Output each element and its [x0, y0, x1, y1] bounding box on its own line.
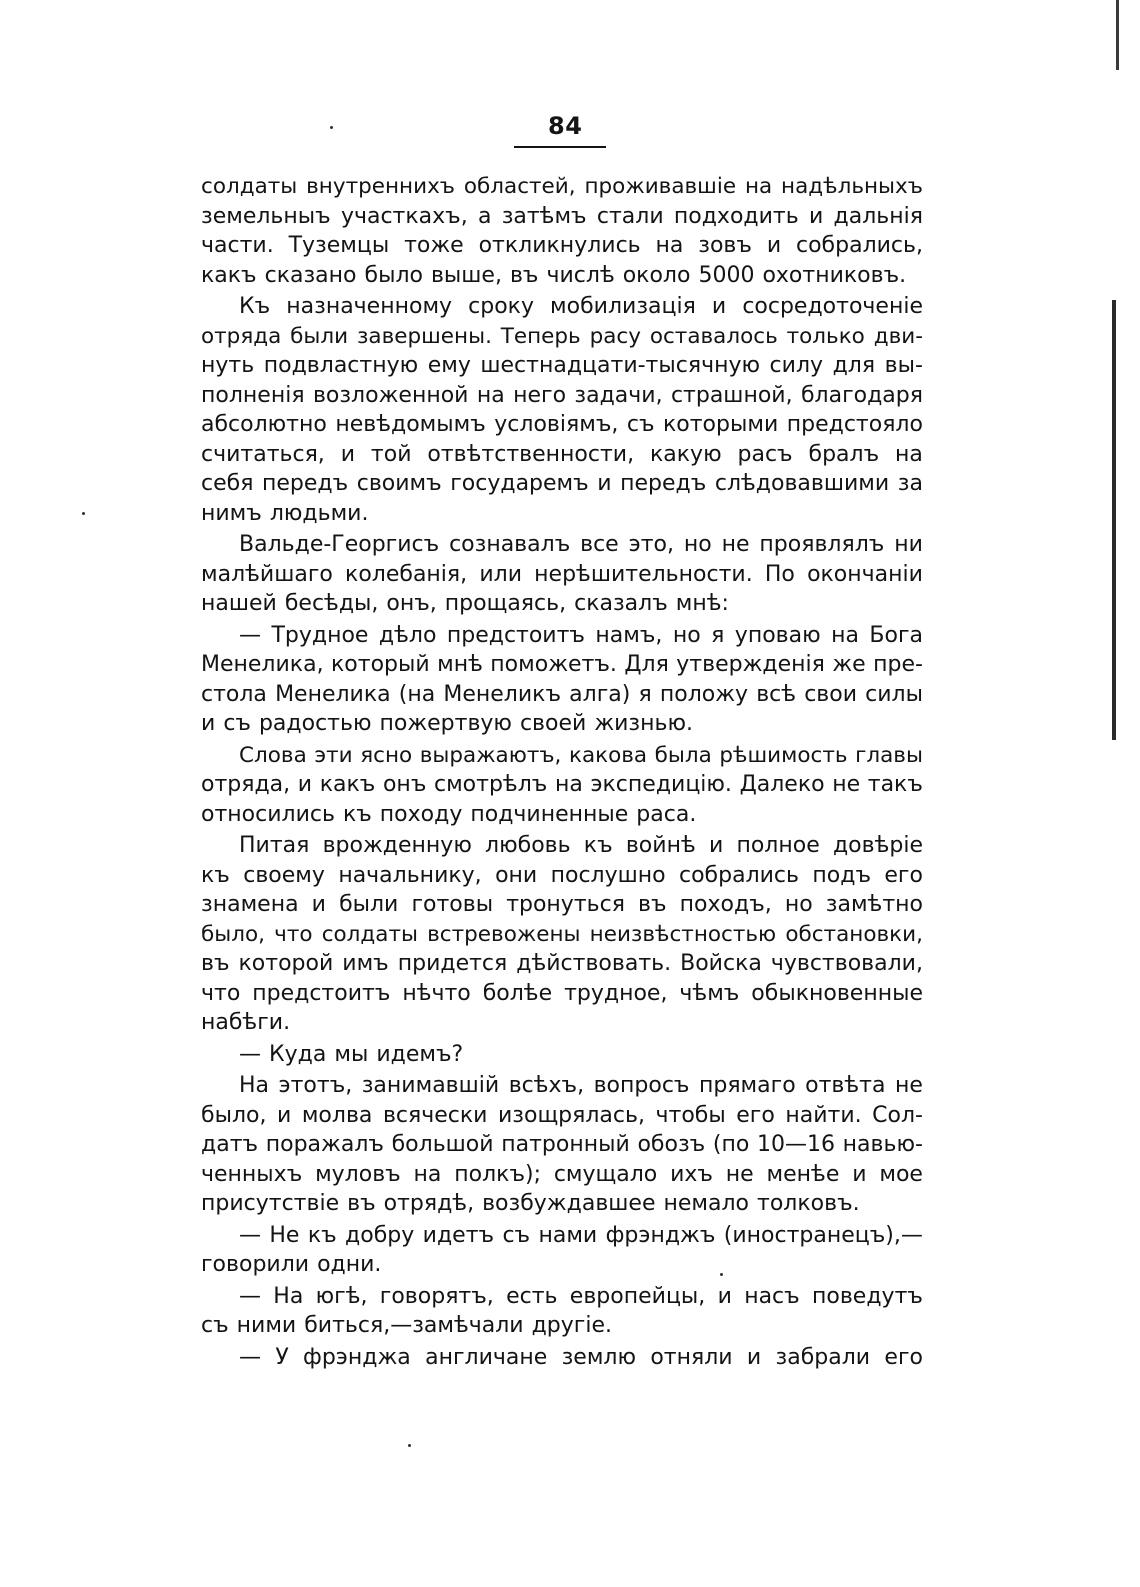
- text-line: — У фрэнджа англичане землю отняли и забрали его: [239, 1344, 923, 1370]
- text-line: набѣги.: [201, 1010, 291, 1035]
- text-line: малѣйшаго колебанія, или нерѣшительности. По окончаніи: [201, 561, 923, 587]
- body-text: [201, 172, 923, 1372]
- text-line: нимъ людьми.: [201, 500, 369, 526]
- text-line: въ которой имъ придется дѣйствовать. Войска чувствовали,: [201, 951, 923, 976]
- text-line: съ ними биться,—замѣчали другіе.: [201, 1313, 612, 1338]
- text-line: полненія возложенной на него задачи, страшной, благодаря: [201, 382, 923, 408]
- text-line: что предстоитъ нѣчто болѣе трудное, чѣмъ обыкновенные: [201, 980, 923, 1006]
- text-line: — Трудное дѣло предстоитъ намъ, но я уповаю на Бога: [239, 622, 923, 648]
- text-line: Питая врожденную любовь къ войнѣ и полное довѣріе: [239, 833, 923, 858]
- text-line: ченныхъ муловъ на полкъ); смущало ихъ не менѣе и мое: [201, 1161, 923, 1187]
- text-line: какъ сказано было выше, въ числѣ около 5000 охотниковъ.: [201, 262, 907, 288]
- scan-speck: [408, 1444, 411, 1447]
- scan-speck: [82, 512, 85, 515]
- text-line: — На югѣ, говорятъ, есть европейцы, и насъ поведутъ: [239, 1283, 923, 1309]
- text-line: говорили одни.: [201, 1252, 382, 1277]
- text-line: Вальде-Георгисъ сознавалъ все это, но не проявлялъ ни: [239, 532, 923, 557]
- scan-margin-bar: [1112, 300, 1116, 740]
- page-number-rule: [514, 146, 606, 148]
- text-line: себя передъ своимъ государемъ и передъ слѣдовавшими за: [201, 471, 923, 496]
- text-line: Менелика, который мнѣ поможетъ. Для утвержденія же пре-: [201, 652, 923, 677]
- text-line: и съ радостью пожертвую своей жизнью.: [201, 711, 693, 736]
- text-line: Къ назначенному сроку мобилизація и сосредоточеніе: [239, 294, 923, 319]
- text-line: — Не къ добру идетъ съ нами фрэнджъ (иностранецъ),—: [239, 1222, 923, 1248]
- text-line: стола Менелика (на Менеликъ алга) я положу всѣ свои силы: [201, 681, 923, 707]
- text-line: земельныъ участкахъ, а затѣмъ стали подходить и дальнія: [201, 203, 923, 229]
- page-number: 84: [548, 112, 583, 140]
- text-line: нашей бесѣды, онъ, прощаясь, сказалъ мнѣ:: [201, 591, 729, 616]
- text-line: абсолютно невѣдомымъ условіямъ, съ которыми предстояло: [201, 412, 923, 437]
- text-line: датъ поражалъ большой патронный обозъ (по 10—16 навью-: [201, 1132, 923, 1157]
- text-line: отряда были завершены. Теперь расу оставалось только дви-: [201, 323, 923, 349]
- text-line: — Куда мы идемъ?: [239, 1041, 464, 1067]
- text-line: считаться, и той отвѣтственности, какую расъ бралъ на: [201, 441, 923, 467]
- text-line: Слова эти ясно выражаютъ, какова была рѣшимость главы: [239, 742, 923, 768]
- text-line: присутствіе въ отрядѣ, возбуждавшее немало толковъ.: [201, 1191, 860, 1216]
- text-line: части. Туземцы тоже откликнулись на зовъ и собрались,: [201, 233, 923, 258]
- text-line: отряда, и какъ онъ смотрѣлъ на экспедицію. Далеко не такъ: [201, 772, 923, 797]
- text-line: къ своему начальнику, они послушно собрались подъ его: [201, 862, 923, 888]
- scan-edge-mark: [1116, 0, 1119, 70]
- text-line: было, и молва всячески изощрялась, чтобы его найти. Сол-: [201, 1102, 923, 1128]
- text-line: На этотъ, занимавшій всѣхъ, вопросъ прямаго отвѣта не: [239, 1073, 923, 1098]
- text-line: нуть подвластную ему шестнадцати-тысячную силу для вы-: [201, 353, 923, 378]
- text-line: было, что солдаты встревожены неизвѣстностью обстановки,: [201, 921, 923, 947]
- text-line: знамена и были готовы тронуться въ походъ, но замѣтно: [201, 892, 923, 917]
- text-line: солдаты внутреннихъ областей, проживавшіе на надѣльныхъ: [201, 174, 923, 199]
- text-line: относились къ походу подчиненные раса.: [201, 801, 697, 827]
- scan-speck: [330, 126, 333, 129]
